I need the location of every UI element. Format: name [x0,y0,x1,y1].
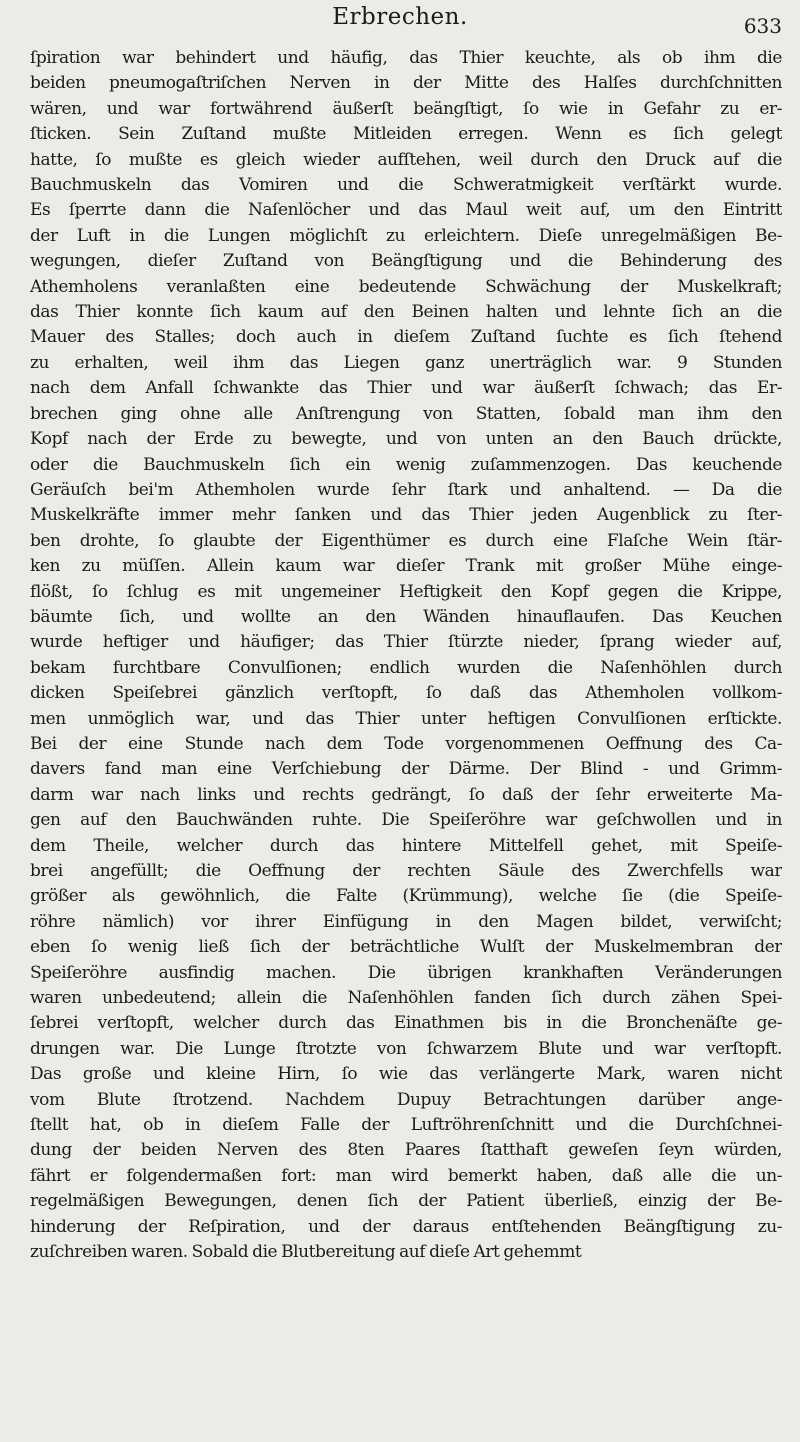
text-line: hinderung der Reſpiration, und der daraus entſtehenden Beängſtigung zu- [30,1216,782,1237]
text-line: flößt, ſo ſchlug es mit ungemeiner Heftigkeit den Kopf gegen die Krippe, [30,581,782,602]
text-line: zu erhalten, weil ihm das Liegen ganz unerträglich war. 9 Stunden [30,352,782,373]
text-line: ken zu müſſen. Allein kaum war dieſer Trank mit großer Mühe einge- [30,556,782,577]
running-head [0,0,800,44]
text-line: röhre nämlich) vor ihrer Einfügung in den Magen bildet, verwiſcht; [30,911,782,932]
text-line: Geräuſch bei'm Athemholen wurde ſehr ſtark und anhaltend. — Da die [30,479,782,500]
text-line: Es ſperrte dann die Naſenlöcher und das Maul weit auf, um den Eintritt [30,200,782,221]
running-title: Erbrechen. [332,4,468,30]
text-line: ſtellt hat, ob in dieſem Falle der Luftröhrenſchnitt und die Durchſchnei- [30,1115,782,1136]
text-line: oder die Bauchmuskeln ſich ein wenig zuſammenzogen. Das keuchende [30,454,782,475]
body-text [30,46,782,1266]
text-line: dung der beiden Nerven des 8ten Paares ſtatthaft geweſen ſeyn würden, [30,1140,782,1161]
page-number: 633 [743,14,782,38]
text-line: davers fand man eine Verſchiebung der Därme. Der Blind - und Grimm- [30,759,782,780]
text-line: wären, und war fortwährend äußerſt beängſtigt, ſo wie in Gefahr zu er- [30,98,782,119]
text-line: wegungen, dieſer Zuſtand von Beängſtigung und die Behinderung des [30,251,782,272]
text-line: brechen ging ohne alle Anſtrengung von Statten, ſobald man ihm den [30,403,782,424]
text-line: darm war nach links und rechts gedrängt, ſo daß der ſehr erweiterte Ma- [30,784,782,805]
text-line: regelmäßigen Bewegungen, denen ſich der Patient überließ, einzig der Be- [30,1191,782,1212]
text-line: hatte, ſo mußte es gleich wieder aufſtehen, weil durch den Druck auf die [30,149,782,170]
text-line: Muskelkräfte immer mehr ſanken und das Thier jeden Augenblick zu ſter- [30,505,782,526]
text-line: waren unbedeutend; allein die Naſenhöhlen fanden ſich durch zähen Spei- [30,988,782,1009]
text-line: men unmöglich war, und das Thier unter heftigen Convulſionen erſtickte. [30,708,782,729]
text-line: wurde heftiger und häufiger; das Thier ſtürzte nieder, ſprang wieder auf, [30,632,782,653]
text-line: der Luft in die Lungen möglichſt zu erleichtern. Dieſe unregelmäßigen Be- [30,225,782,246]
text-line: dem Theile, welcher durch das hintere Mittelfell gehet, mit Speiſe- [30,835,782,856]
text-line: ſebrei verſtopft, welcher durch das Einathmen bis in die Bronchenäſte ge- [30,1013,782,1034]
text-line: brei angefüllt; die Oeffnung der rechten Säule des Zwerchfells war [30,861,782,881]
text-line: ben drohte, ſo glaubte der Eigenthümer es durch eine Flaſche Wein ſtär- [30,530,782,551]
text-line: Bauchmuskeln das Vomiren und die Schweratmigkeit verſtärkt wurde. [30,175,782,196]
text-line: Das große und kleine Hirn, ſo wie das verlängerte Mark, waren nicht [30,1064,782,1085]
text-line: Mauer des Stalles; doch auch in dieſem Zuſtand ſuchte es ſich ſtehend [30,327,782,348]
text-line: beiden pneumogaſtriſchen Nerven in der Mitte des Halſes durchſchnitten [30,73,782,94]
text-line: größer als gewöhnlich, die Falte (Krümmung), welche ſie (die Speiſe- [30,886,782,907]
text-line: ſticken. Sein Zuſtand mußte Mitleiden erregen. Wenn es ſich gelegt [30,124,782,145]
text-line: ſpiration war behindert und häufig, das Thier keuchte, als ob ihm die [30,48,782,68]
text-line: bäumte ſich, und wollte an den Wänden hinauflaufen. Das Keuchen [30,606,782,627]
text-line: Athemholens veranlaßten eine bedeutende Schwächung der Muskelkraft; [30,276,782,297]
text-line: fährt er folgendermaßen fort: man wird bemerkt haben, daß alle die un- [30,1165,782,1186]
text-line: bekam furchtbare Convulſionen; endlich wurden die Naſenhöhlen durch [30,657,782,678]
text-line: vom Blute ſtrotzend. Nachdem Dupuy Betrachtungen darüber ange- [30,1089,782,1110]
text-line: Bei der eine Stunde nach dem Tode vorgenommenen Oeffnung des Ca- [30,733,782,754]
text-line: zuſchreiben waren. Sobald die Blutbereitung auf dieſe Art gehemmt [30,1242,582,1263]
text-line: eben ſo wenig ließ ſich der beträchtliche Wulſt der Muskelmembran der [30,937,782,958]
text-line: das Thier konnte ſich kaum auf den Beinen halten und lehnte ſich an die [30,302,782,323]
text-line: Speiſeröhre ausfindig machen. Die übrigen krankhaften Veränderungen [30,962,782,983]
text-line: nach dem Anfall ſchwankte das Thier und war äußerſt ſchwach; das Er- [30,378,782,399]
text-line: dicken Speiſebrei gänzlich verſtopft, ſo daß das Athemholen vollkom- [30,683,782,704]
text-line: drungen war. Die Lunge ſtrotzte von ſchwarzem Blute und war verſtopft. [30,1038,782,1059]
text-line: gen auf den Bauchwänden ruhte. Die Speiſeröhre war geſchwollen und in [30,810,782,831]
text-line: Kopf nach der Erde zu bewegte, und von unten an den Bauch drückte, [30,429,782,450]
